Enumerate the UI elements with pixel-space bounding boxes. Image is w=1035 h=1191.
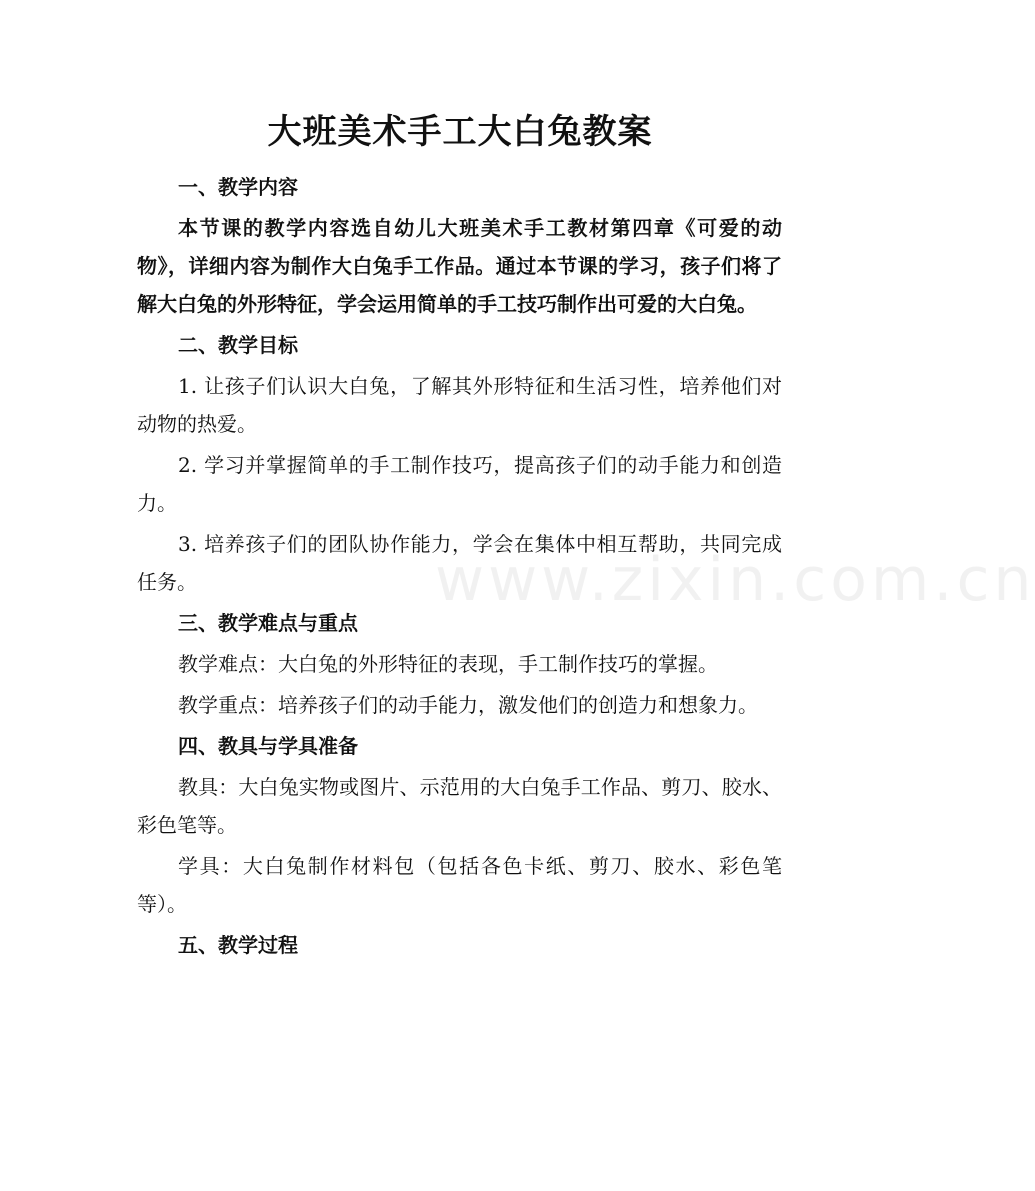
objective-item-2: 2. 学习并掌握简单的手工制作技巧，提高孩子们的动手能力和创造力。 [137,453,782,515]
teaching-aids-paragraph: 教具：大白兔实物或图片、示范用的大白兔手工作品、剪刀、胶水、彩色笔等。 [137,775,782,837]
section-heading-materials: 四、教具与学具准备 [178,734,358,758]
objective-item-3: 3. 培养孩子们的团队协作能力，学会在集体中相互帮助，共同完成任务。 [137,532,782,594]
section-heading-objectives: 二、教学目标 [178,333,298,357]
learning-aids-paragraph: 学具：大白兔制作材料包（包括各色卡纸、剪刀、胶水、彩色笔等）。 [137,854,782,916]
section-heading-content: 一、教学内容 [178,175,298,199]
difficulty-paragraph: 教学难点：大白兔的外形特征的表现，手工制作技巧的掌握。 [178,652,718,676]
section-heading-process: 五、教学过程 [178,933,298,957]
section-paragraph: 本节课的教学内容选自幼儿大班美术手工教材第四章《可爱的动物》，详细内容为制作大白兔手工作品。通过本节课的学习，孩子们将了解大白兔的外形特征，学会运用简单的手工技巧制作出可爱的大白兔。 [137,216,782,316]
document-title: 大班美术手工大白兔教案 [267,112,653,152]
focus-paragraph: 教学重点：培养孩子们的动手能力，激发他们的创造力和想象力。 [178,693,758,717]
section-heading-key-points: 三、教学难点与重点 [178,611,358,635]
watermark: www.zixin.com.cn [435,545,1035,615]
document-body [137,168,782,967]
objective-item-1: 1. 让孩子们认识大白兔，了解其外形特征和生活习性，培养他们对动物的热爱。 [137,374,782,436]
